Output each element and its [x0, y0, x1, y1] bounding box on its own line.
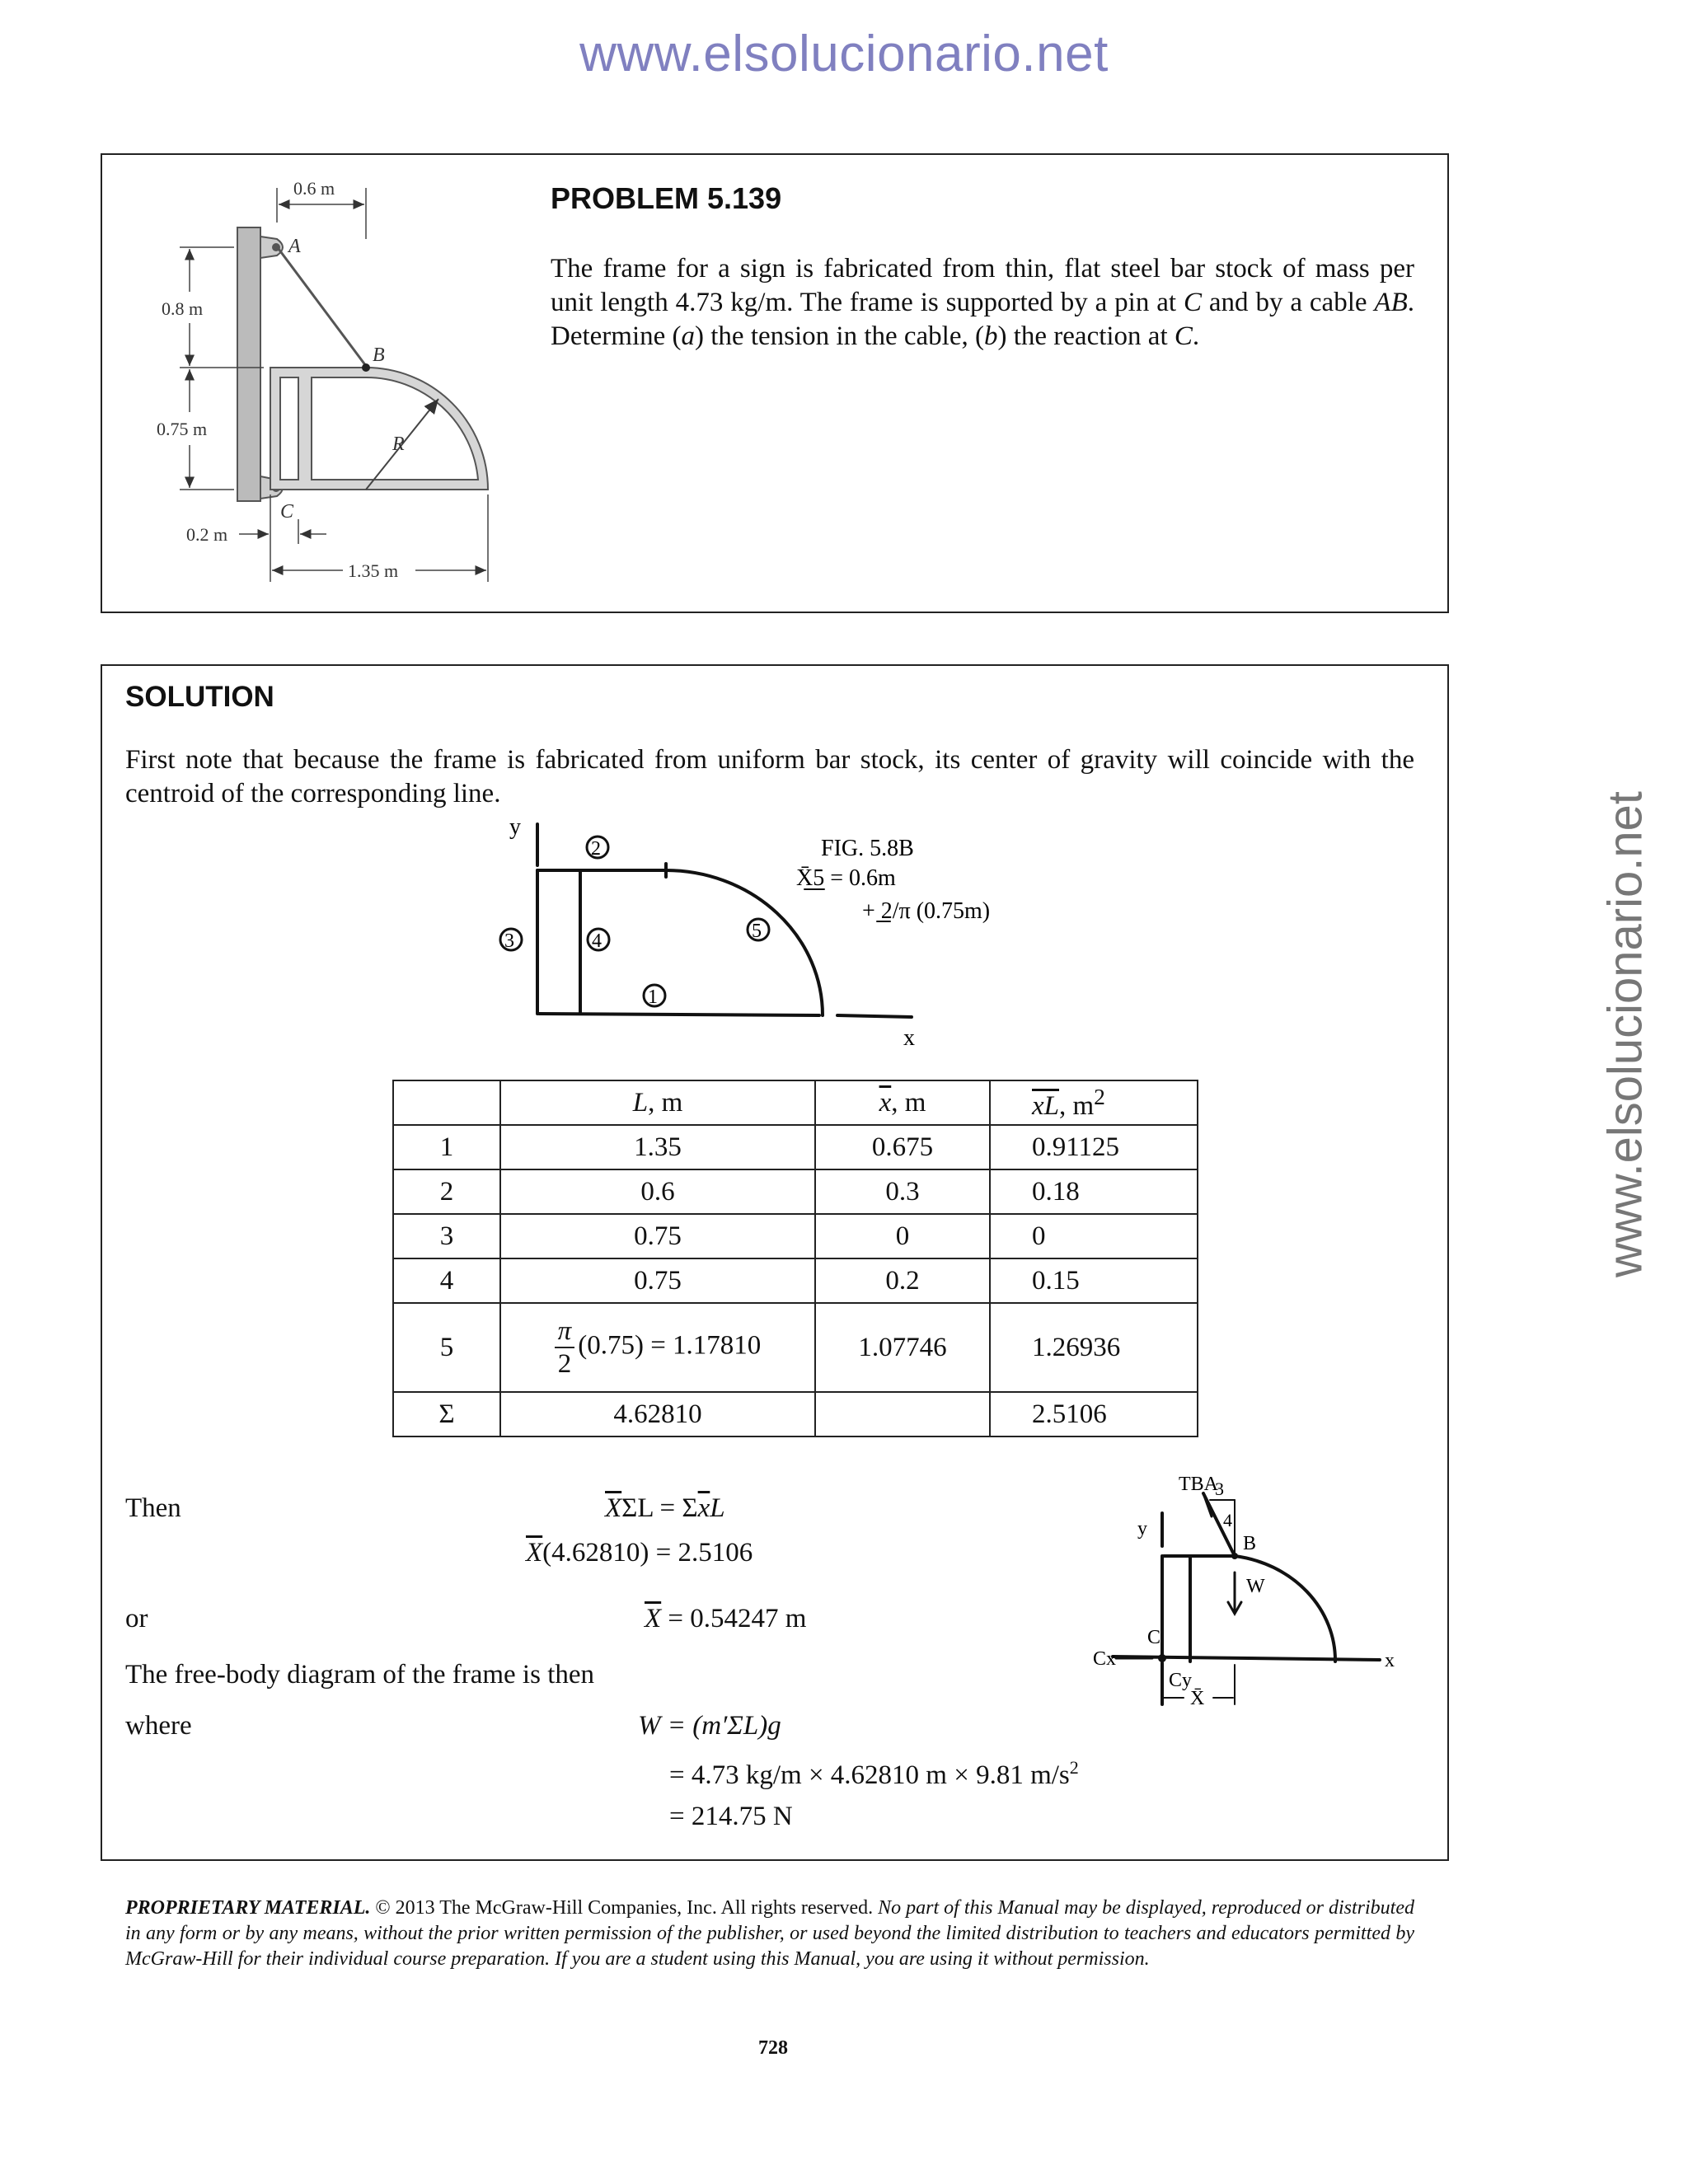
equation-4: W = (m′ΣL)g: [638, 1711, 781, 1741]
header-length: L, m: [500, 1080, 815, 1125]
sketch-note-3: + 2/π (0.75m): [862, 898, 991, 924]
watermark-side: www.elsolucionario.net: [1598, 791, 1653, 1277]
table-sum-row: Σ 4.62810 2.5106: [393, 1392, 1198, 1436]
problem-figure: [0, 0, 577, 613]
fbd-x: x: [1385, 1650, 1395, 1671]
watermark-top: www.elsolucionario.net: [579, 26, 1109, 82]
problem-title: PROBLEM 5.139: [551, 181, 782, 215]
label-r: R: [392, 434, 405, 455]
dim-0-6: 0.6 m: [293, 178, 335, 199]
label-a: A: [288, 236, 301, 257]
solution-intro: First note that because the frame is fabricated from uniform bar stock, its center of gravity will coincide with the centroid of the corresponding line.: [125, 745, 1414, 808]
pi-over-2-fraction: $\frac{\pi}{2}$: [555, 1315, 575, 1380]
segment-5-label: 5: [752, 921, 762, 942]
dim-1-35: 1.35 m: [348, 560, 399, 581]
fbd-slope-3: 3: [1215, 1479, 1224, 1499]
equation-2: $\overline{X}(4.62810) = 2.5106$: [526, 1538, 753, 1568]
table-row: 4 0.75 0.2 0.15: [393, 1258, 1198, 1303]
fbd-xbar: X̄: [1190, 1688, 1205, 1709]
equation-1: $\overline{X}\Sigma L = \Sigma\overline{x}L$: [605, 1493, 725, 1523]
problem-statement: The frame for a sign is fabricated from thin, flat steel bar stock of mass per unit length 4.73 kg/m. The frame is supported by a pin at C and by a cable AB. Determine (a) the tension in the cable, (b) the reaction at C.: [551, 254, 1414, 351]
copyright-footer: PROPRIETARY MATERIAL. © 2013 The McGraw-Hill Companies, Inc. All rights reserved. No part of this Manual may be displayed, reproduced or distributed in any form or by any means, without the prior written permission of the publisher, or used beyond the limited distribution to teachers and educators permitted by McGraw-Hill for their individual course preparation. If you are a student using this Manual, you are using it without permission.: [125, 1897, 1414, 1970]
then-label: Then: [125, 1493, 181, 1523]
segment-sketch: [478, 816, 1088, 1055]
fbd-cy: Cy: [1169, 1670, 1193, 1691]
equation-3: $\overline{X} = 0.54247$ m: [645, 1604, 807, 1633]
table-header-row: [393, 1080, 1198, 1125]
solution-title: SOLUTION: [125, 681, 274, 713]
segment-1-label: 1: [648, 987, 658, 1008]
sketch-note-1: FIG. 5.8B: [821, 836, 914, 861]
label-b: B: [373, 344, 385, 366]
segment-2-label: 2: [591, 838, 601, 860]
equation-5: = 4.73 kg/m × 4.62810 m × 9.81 $m/s^2$: [669, 1757, 1079, 1790]
table-row: 5 $\frac{\pi}{2}$ (0.75) = 1.17810 1.07746 1.26936: [393, 1303, 1198, 1392]
fbd-text: The free-body diagram of the frame is then: [125, 1660, 595, 1690]
fbd-y: y: [1137, 1518, 1147, 1540]
header-xbar-l: $\overline{xL}$, $m^2$: [990, 1080, 1198, 1125]
dim-0-2: 0.2 m: [186, 524, 228, 545]
where-label: where: [125, 1711, 192, 1741]
wall-support: [237, 227, 260, 501]
page-number: 728: [758, 2037, 788, 2059]
segment-4-label: 4: [592, 930, 602, 952]
table-row: 1 1.35 0.675 0.91125: [393, 1125, 1198, 1169]
sketch-y-axis: y: [509, 816, 521, 840]
sketch-note-2: X̄5 = 0.6m: [796, 865, 896, 891]
dim-0-75: 0.75 m: [157, 419, 208, 439]
sketch-x-axis: x: [903, 1025, 915, 1051]
fbd-slope-4: 4: [1223, 1510, 1232, 1530]
fbd-c: C: [1147, 1627, 1161, 1648]
fbd-cx: Cx: [1093, 1648, 1117, 1670]
fbd-tension: TBA: [1179, 1474, 1218, 1495]
equation-6: = 214.75 N: [669, 1802, 793, 1831]
header-xbar: $\overline{x}$, m: [815, 1080, 990, 1125]
or-label: or: [125, 1604, 148, 1633]
table-row: 2 0.6 0.3 0.18: [393, 1169, 1198, 1214]
table-row: 3 0.75 0 0: [393, 1214, 1198, 1258]
free-body-diagram: [1088, 1464, 1409, 1744]
segment-3-label: 3: [504, 930, 514, 952]
centroid-table: [392, 1080, 1198, 1437]
label-c: C: [280, 501, 294, 523]
fbd-w: W: [1246, 1576, 1265, 1597]
fbd-b: B: [1243, 1533, 1257, 1554]
cable-ab: [279, 249, 366, 366]
dim-0-8: 0.8 m: [162, 298, 204, 319]
